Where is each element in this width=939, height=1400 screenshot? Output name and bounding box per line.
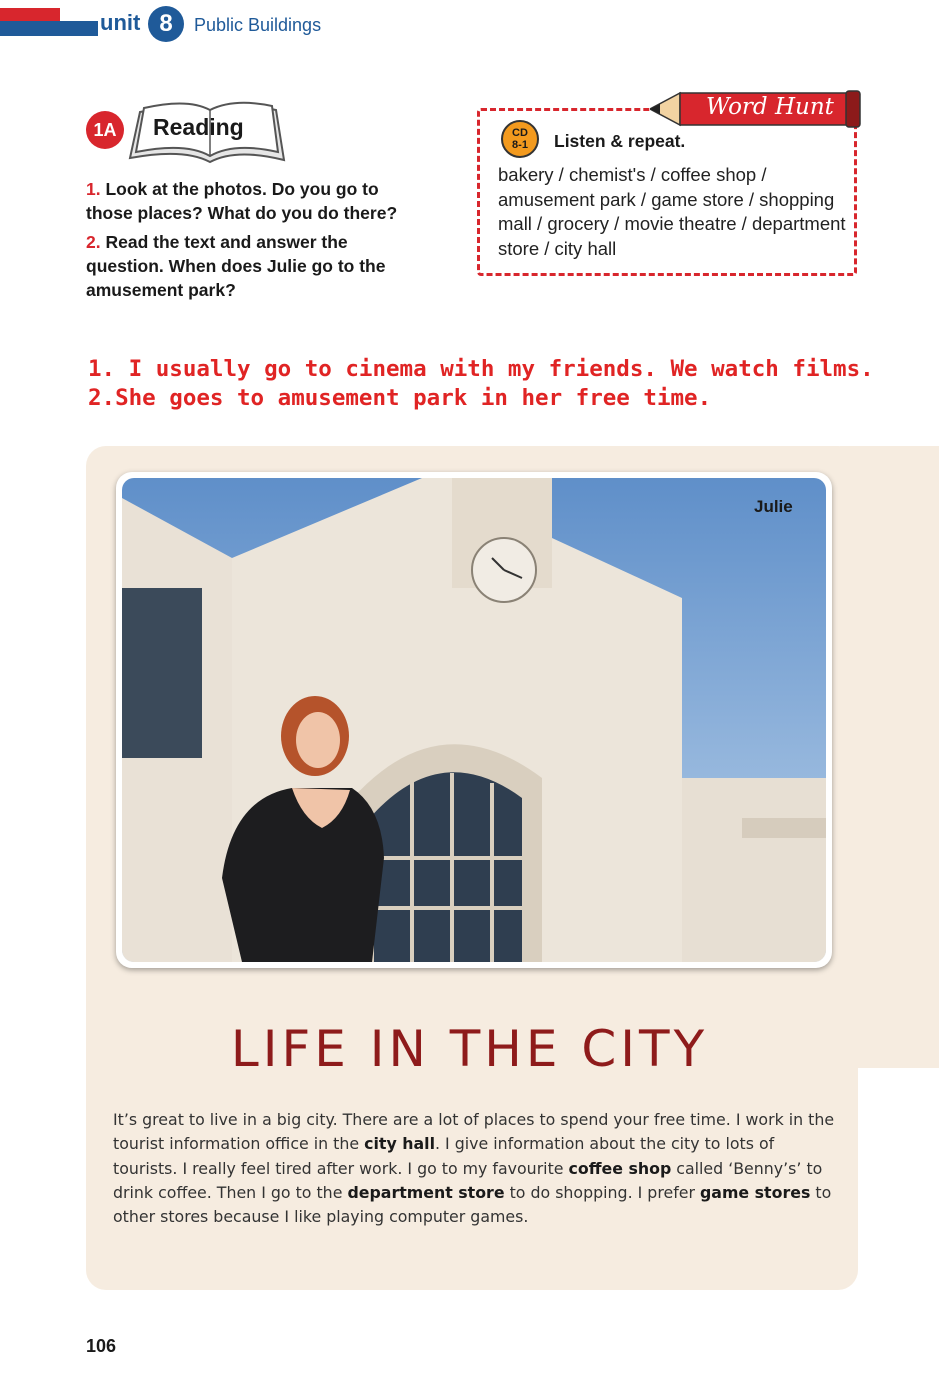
unit-label: unit bbox=[100, 10, 141, 35]
answer-2: 2.She goes to amusement park in her free time. bbox=[88, 385, 712, 411]
keyword-city-hall: city hall bbox=[364, 1134, 435, 1154]
story-part-4: to do shopping. I prefer bbox=[504, 1182, 700, 1202]
cd-icon[interactable] bbox=[501, 120, 539, 158]
question-1 bbox=[86, 177, 426, 225]
keyword-coffee-shop: coffee shop bbox=[568, 1158, 672, 1178]
story-part-1: It’s great to live in a big city. There are a lot of places to spend your free time. I work in the tourist information office in the bbox=[113, 1110, 835, 1154]
question-2-text: Read the text and answer the question. When does Julie go to the amusement park? bbox=[86, 232, 386, 300]
header-red-bar bbox=[0, 8, 60, 21]
answer-1: 1. I usually go to cinema with my friends. We watch films. bbox=[88, 356, 874, 382]
question-2-number: 2. bbox=[86, 232, 101, 252]
listen-instruction: Listen & repeat. bbox=[554, 131, 686, 151]
page-number: 106 bbox=[86, 1336, 117, 1356]
question-2 bbox=[86, 230, 426, 302]
question-1-number: 1. bbox=[86, 179, 101, 199]
story-part-5: to other stores because I like playing computer games. bbox=[113, 1182, 832, 1227]
story-part-2: . I give information about the city to lots of tourists. I really feel tired after work. I go to my favourite bbox=[113, 1134, 775, 1178]
keyword-department-store: department store bbox=[347, 1182, 505, 1202]
word-list: bakery / chemist's / coffee shop / amusement park / game store / shopping mall / grocery / movie theatre / department store / city hall bbox=[498, 164, 846, 259]
story-title: LIFE IN THE CITY bbox=[230, 1020, 709, 1078]
reading-title: Reading bbox=[153, 114, 244, 140]
word-hunt-title: Word Hunt bbox=[706, 94, 834, 120]
unit-title: Public Buildings bbox=[194, 15, 322, 35]
photo-caption: Julie bbox=[754, 497, 793, 516]
story-part-3: called ‘Benny’s’ to drink coffee. Then I go to the bbox=[113, 1158, 823, 1202]
question-1-text: Look at the photos. Do you go to those places? What do you do there? bbox=[86, 179, 398, 223]
cd-track: 8-1 bbox=[512, 139, 528, 151]
panel-notch bbox=[858, 1068, 939, 1298]
header-blue-bar bbox=[0, 21, 98, 36]
unit-number-badge: 8 bbox=[148, 6, 184, 42]
cd-label: CD bbox=[512, 127, 528, 139]
section-badge: 1A bbox=[86, 111, 124, 149]
city-hall-photo bbox=[122, 478, 826, 962]
keyword-game-stores: game stores bbox=[700, 1182, 811, 1202]
story-text bbox=[113, 1108, 843, 1229]
